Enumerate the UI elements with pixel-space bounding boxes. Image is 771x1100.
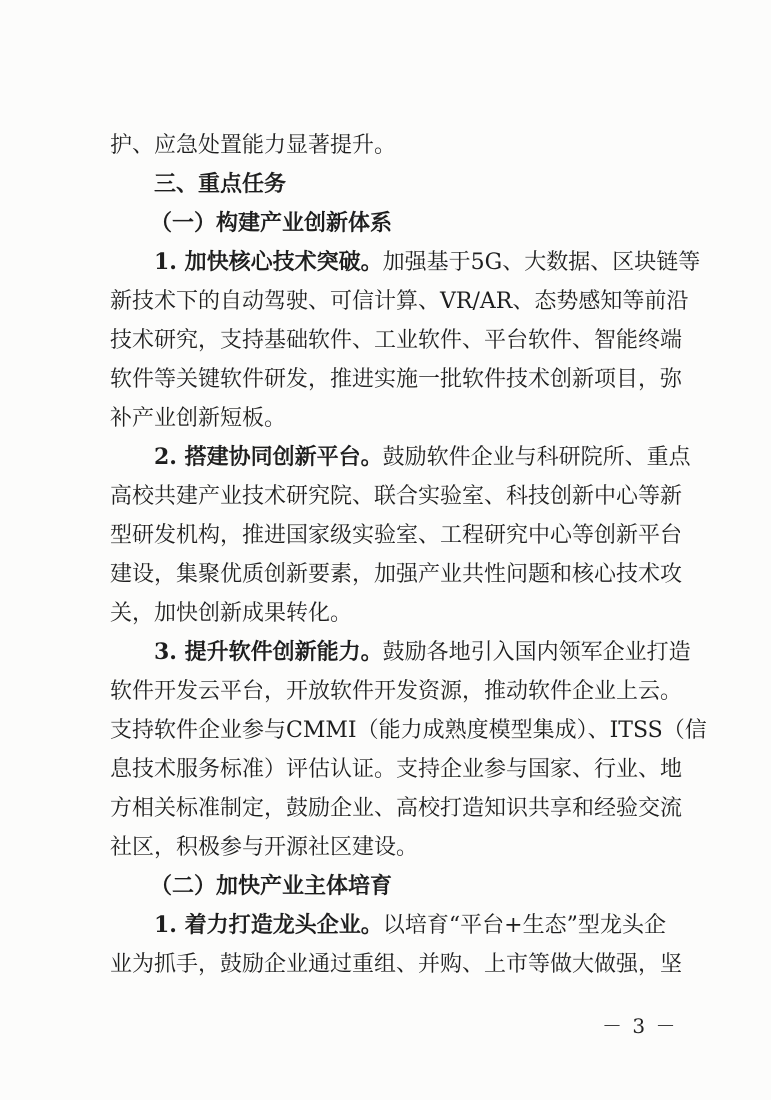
subsection-heading: （一）构建产业创新体系 bbox=[150, 210, 393, 236]
paragraph-line bbox=[110, 438, 691, 477]
paragraph-line: 型研发机构，推进国家级实验室、工程研究中心等创新平台 bbox=[110, 523, 683, 548]
subsection-heading: （二）加快产业主体培育 bbox=[150, 873, 393, 899]
paragraph-line: 软件等关键软件研发，推进实施一批软件技术创新项目，弥 bbox=[110, 367, 683, 392]
paragraph-line: 高校共建产业技术研究院、联合实验室、科技创新中心等新 bbox=[110, 484, 683, 509]
item-lead: 1. 着力打造龙头企业。 bbox=[154, 912, 383, 938]
paragraph-line: 业为抓手，鼓励企业通过重组、并购、上市等做大做强，坚 bbox=[110, 952, 683, 977]
paragraph-line: 技术研究，支持基础软件、工业软件、平台软件、智能终端 bbox=[110, 328, 683, 353]
paragraph-line: 支持软件企业参与CMMI（能力成熟度模型集成）、ITSS（信 bbox=[110, 718, 707, 743]
item-text: 鼓励各地引入国内领军企业打造 bbox=[382, 640, 691, 665]
paragraph-line: 护、应急处置能力显著提升。 bbox=[110, 133, 397, 158]
paragraph-line: 软件开发云平台，开放软件开发资源，推动软件企业上云。 bbox=[110, 679, 683, 704]
paragraph-line: 补产业创新短板。 bbox=[110, 406, 287, 431]
item-text: 鼓励软件企业与科研院所、重点 bbox=[382, 445, 691, 470]
body-text bbox=[110, 126, 707, 984]
section-heading: 三、重点任务 bbox=[154, 172, 287, 197]
paragraph-line bbox=[110, 906, 666, 945]
item-text: 以培育“平台+生态”型龙头企 bbox=[382, 913, 666, 938]
paragraph-line bbox=[110, 633, 691, 672]
item-lead: 2. 搭建协同创新平台。 bbox=[154, 444, 383, 470]
item-text: 加强基于5G、大数据、区块链等 bbox=[382, 250, 701, 275]
paragraph-line: 息技术服务标准）评估认证。支持企业参与国家、行业、地 bbox=[110, 757, 683, 782]
page-number: － 3 － bbox=[602, 1014, 678, 1038]
item-lead: 1. 加快核心技术突破。 bbox=[154, 249, 383, 275]
item-lead: 3. 提升软件创新能力。 bbox=[154, 639, 383, 665]
paragraph-line: 社区，积极参与开源社区建设。 bbox=[110, 835, 419, 860]
paragraph-line: 建设，集聚优质创新要素，加强产业共性问题和核心技术攻 bbox=[110, 562, 683, 587]
paragraph-line: 方相关标准制定，鼓励企业、高校打造知识共享和经验交流 bbox=[110, 796, 683, 821]
paragraph-line: 新技术下的自动驾驶、可信计算、VR/AR、态势感知等前沿 bbox=[110, 289, 689, 314]
paragraph-line bbox=[110, 243, 701, 282]
paragraph-line: 关，加快创新成果转化。 bbox=[110, 601, 353, 626]
